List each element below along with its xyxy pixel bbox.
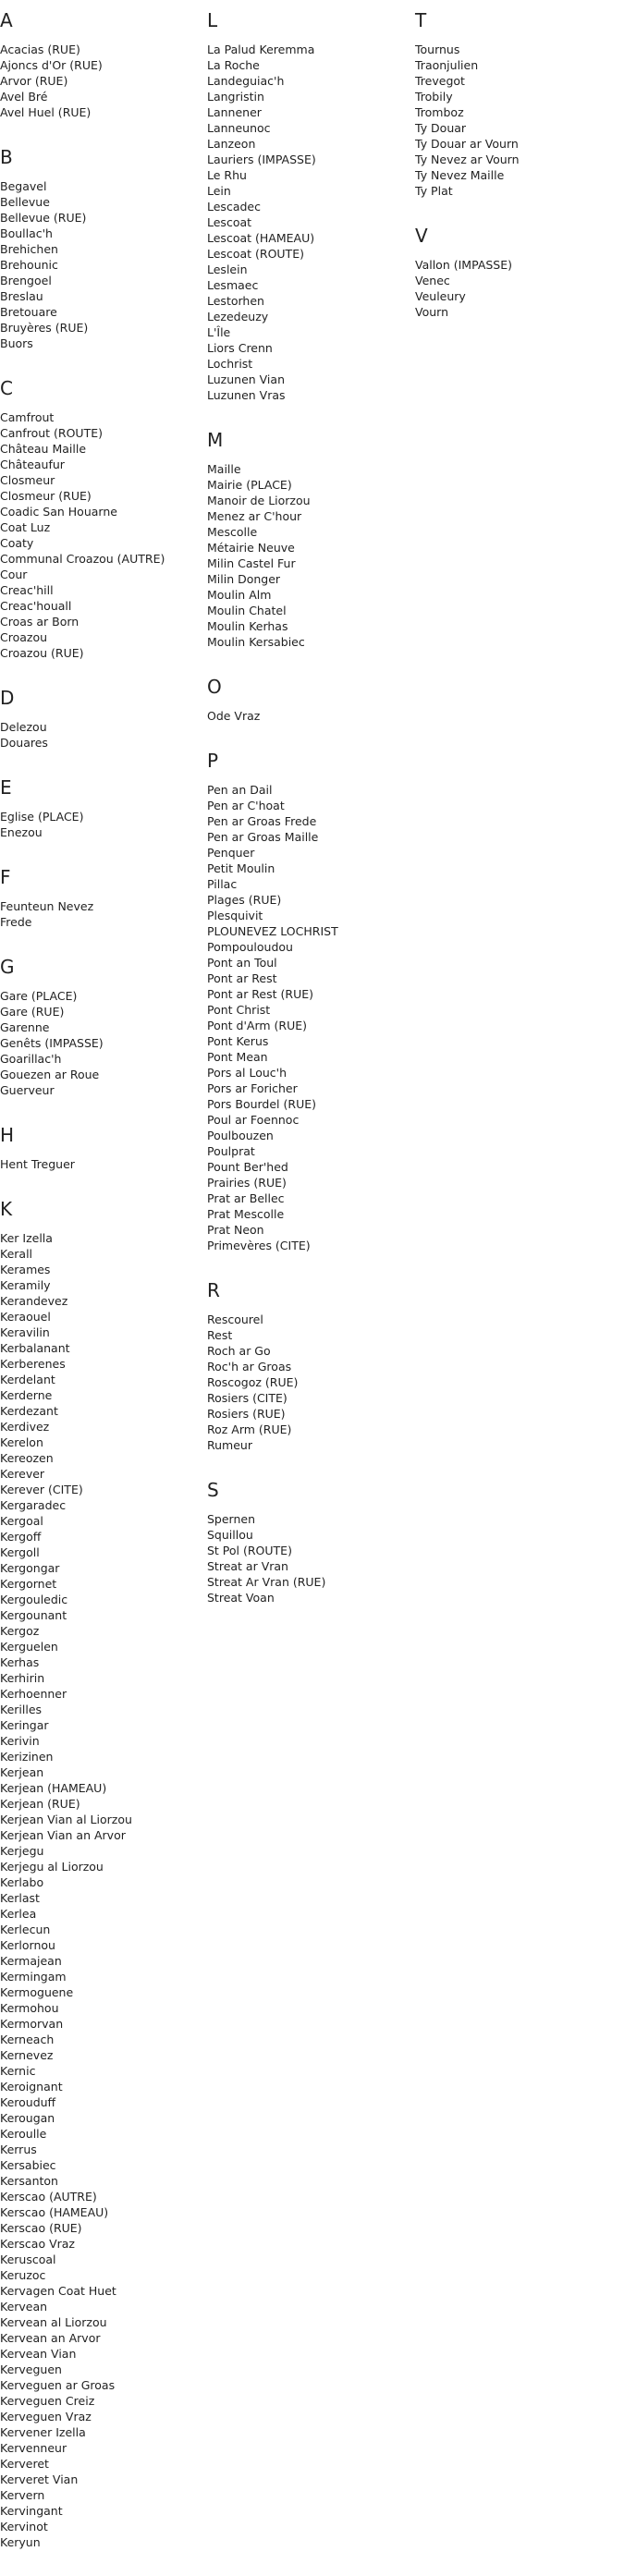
street-link[interactable]: Venec	[415, 274, 450, 287]
street-link[interactable]: Kerjean (RUE)	[0, 1797, 80, 1811]
street-link[interactable]: Creac'houall	[0, 599, 72, 613]
street-link[interactable]: Pont ar Rest (RUE)	[207, 987, 313, 1001]
street-link[interactable]: Begavel	[0, 179, 47, 193]
letter-group	[207, 429, 415, 650]
street-link[interactable]: Kersabiec	[0, 2158, 56, 2172]
street-column-1	[0, 0, 207, 2576]
street-link[interactable]: Streat Voan	[207, 1591, 275, 1605]
letter-group	[207, 676, 415, 724]
street-link[interactable]: Cour	[0, 568, 28, 581]
street-link[interactable]: Poulprat	[207, 1144, 255, 1158]
street-link[interactable]: Kerivin	[0, 1734, 40, 1748]
street-link[interactable]: Keruscoal	[0, 2252, 56, 2266]
letter-heading: E	[0, 776, 12, 799]
street-link[interactable]: Pors al Louc'h	[207, 1066, 288, 1080]
street-link[interactable]: Lescadec	[207, 200, 261, 214]
street-list	[0, 409, 207, 661]
letter-heading: V	[415, 225, 428, 247]
street-link[interactable]: Lein	[207, 184, 231, 198]
letter-heading: K	[0, 1198, 13, 1220]
street-link[interactable]: Lauriers (IMPASSE)	[207, 153, 316, 166]
letter-group	[0, 687, 207, 751]
street-link[interactable]: Kerlabo	[0, 1875, 44, 1889]
street-link[interactable]: Kergoz	[0, 1624, 40, 1638]
street-link[interactable]: Langristin	[207, 90, 264, 104]
street-link[interactable]: Maille	[207, 462, 241, 476]
street-link[interactable]: Mairie (PLACE)	[207, 478, 292, 492]
street-list	[207, 782, 415, 1253]
street-link[interactable]: Kerougan	[0, 2111, 55, 2125]
letter-group	[207, 1279, 415, 1453]
street-link[interactable]: Kermorvan	[0, 2017, 64, 2031]
street-link[interactable]: Kerberenes	[0, 1357, 66, 1371]
street-link[interactable]: Bruyères (RUE)	[0, 321, 89, 335]
street-link[interactable]: Moulin Chatel	[207, 604, 287, 617]
street-link[interactable]: Frede	[0, 915, 32, 929]
street-link[interactable]: Spernen	[207, 1512, 256, 1526]
street-link[interactable]: Goarillac'h	[0, 1052, 62, 1066]
street-link[interactable]: Canfrout (ROUTE)	[0, 426, 103, 440]
street-link[interactable]: Poul ar Foennoc	[207, 1113, 300, 1127]
street-link[interactable]: Camfrout	[0, 410, 55, 424]
street-link[interactable]: Kerdezant	[0, 1404, 58, 1418]
street-link[interactable]: Manoir de Liorzou	[207, 494, 311, 507]
street-link[interactable]: Pen ar C'hoat	[207, 799, 285, 812]
street-list	[415, 257, 624, 320]
street-link[interactable]: Kerhirin	[0, 1671, 45, 1685]
street-link[interactable]: Lescoat	[207, 215, 252, 229]
street-link[interactable]: Kerscao (AUTRE)	[0, 2190, 97, 2204]
street-link[interactable]: Ajoncs d'Or (RUE)	[0, 58, 103, 72]
letter-heading: G	[0, 956, 15, 978]
street-link[interactable]: Kernevez	[0, 2048, 54, 2062]
street-link[interactable]: La Roche	[207, 58, 260, 72]
street-link[interactable]: Kerjegu	[0, 1844, 44, 1858]
letter-group	[207, 9, 415, 403]
street-link[interactable]: Kerilles	[0, 1703, 43, 1716]
street-link[interactable]: Ty Plat	[415, 184, 453, 198]
street-link[interactable]: Avel Huel (RUE)	[0, 105, 92, 119]
street-link[interactable]: Vourn	[415, 305, 448, 319]
street-link[interactable]: Croazou (RUE)	[0, 646, 84, 660]
street-link[interactable]: Squillou	[207, 1528, 253, 1542]
street-link[interactable]: Streat Ar Vran (RUE)	[207, 1575, 326, 1589]
street-link[interactable]: Kerveguen ar Groas	[0, 2378, 116, 2392]
street-link[interactable]: Prat ar Bellec	[207, 1191, 285, 1205]
street-link[interactable]: Lochrist	[207, 357, 253, 371]
street-link[interactable]: Bretouare	[0, 305, 57, 319]
street-link[interactable]: Moulin Alm	[207, 588, 272, 602]
street-link[interactable]: Kerhoenner	[0, 1687, 67, 1701]
street-link[interactable]: Rescourel	[207, 1312, 263, 1326]
street-link[interactable]: Boullac'h	[0, 226, 53, 240]
street-link[interactable]: Keraouel	[0, 1310, 51, 1324]
street-link[interactable]: Kerall	[0, 1247, 33, 1261]
street-link[interactable]: Moulin Kersabiec	[207, 635, 305, 649]
letter-group	[0, 9, 207, 120]
street-link[interactable]: Prat Neon	[207, 1223, 264, 1237]
street-link[interactable]: Trobily	[415, 90, 453, 104]
street-link[interactable]: Kermingam	[0, 1970, 67, 1984]
letter-group	[0, 1124, 207, 1172]
street-link[interactable]: Closmeur	[0, 473, 55, 487]
street-link[interactable]: Kerizinen	[0, 1750, 54, 1764]
street-list	[207, 708, 415, 724]
letter-heading: L	[207, 9, 218, 31]
street-link[interactable]: Luzunen Vras	[207, 388, 286, 402]
street-link[interactable]: Kermohou	[0, 2001, 59, 2015]
street-link[interactable]: Douares	[0, 736, 48, 750]
street-link[interactable]: Gare (PLACE)	[0, 989, 78, 1003]
street-link[interactable]: Kereozen	[0, 1451, 54, 1465]
street-link[interactable]: Primevères (CITE)	[207, 1239, 311, 1252]
street-link[interactable]: Pont an Toul	[207, 956, 277, 970]
street-link[interactable]: Prairies (RUE)	[207, 1176, 287, 1190]
street-link[interactable]: Poulbouzen	[207, 1129, 274, 1142]
street-link[interactable]: Pen an Dail	[207, 783, 273, 797]
letter-heading: S	[207, 1479, 219, 1501]
street-link[interactable]: Rosiers (RUE)	[207, 1407, 286, 1421]
street-link[interactable]: Kervenneur	[0, 2441, 67, 2455]
street-link[interactable]: Plages (RUE)	[207, 893, 282, 907]
street-link[interactable]: Bellevue (RUE)	[0, 211, 87, 225]
street-link[interactable]: PLOUNEVEZ LOCHRIST	[207, 924, 338, 938]
street-link[interactable]: Lestorhen	[207, 294, 264, 308]
street-link[interactable]: Kermoguene	[0, 1985, 74, 1999]
street-list	[0, 988, 207, 1098]
street-link[interactable]: Mescolle	[207, 525, 258, 539]
street-link[interactable]: Acacias (RUE)	[0, 43, 80, 56]
street-link[interactable]: Métairie Neuve	[207, 541, 295, 555]
street-link[interactable]: Kervean al Liorzou	[0, 2315, 107, 2329]
street-link[interactable]: Pont Kerus	[207, 1034, 269, 1048]
street-link[interactable]: Pont Mean	[207, 1050, 268, 1064]
street-link[interactable]: Lezedeuzy	[207, 310, 269, 324]
street-link[interactable]: Le Rhu	[207, 168, 247, 182]
street-link[interactable]: Milin Donger	[207, 572, 281, 586]
street-link[interactable]: Kergaradec	[0, 1498, 67, 1512]
street-link[interactable]: Enezou	[0, 825, 43, 839]
letter-group	[0, 377, 207, 661]
street-list	[0, 898, 207, 930]
letter-group	[415, 9, 624, 199]
street-link[interactable]: Pont ar Rest	[207, 971, 277, 985]
street-link[interactable]: Brehichen	[0, 242, 58, 256]
street-link[interactable]: Kergoff	[0, 1530, 42, 1544]
letter-heading: P	[207, 750, 219, 772]
street-link[interactable]: Kerever (CITE)	[0, 1483, 83, 1496]
street-link[interactable]: Kerlea	[0, 1907, 37, 1921]
street-column-2	[207, 0, 415, 2576]
street-list	[0, 809, 207, 840]
street-list	[0, 42, 207, 120]
letter-heading: A	[0, 9, 13, 31]
street-link[interactable]: Veuleury	[415, 289, 466, 303]
street-link[interactable]: Kerveguen	[0, 2362, 62, 2376]
street-link[interactable]: Lesmaec	[207, 278, 259, 292]
street-link[interactable]: Kernic	[0, 2064, 36, 2078]
street-link[interactable]: Roc'h ar Groas	[207, 1360, 292, 1373]
street-link[interactable]: Menez ar C'hour	[207, 509, 302, 523]
street-link[interactable]: Coaty	[0, 536, 34, 550]
street-link[interactable]: Brengoel	[0, 274, 52, 287]
street-link[interactable]: Ty Douar	[415, 121, 467, 135]
street-column-3	[415, 0, 624, 2576]
street-link[interactable]: Ty Nevez ar Vourn	[415, 153, 520, 166]
street-link[interactable]: Buors	[0, 336, 33, 350]
street-link[interactable]: Kerlecun	[0, 1923, 51, 1936]
letter-heading: T	[415, 9, 427, 31]
street-link[interactable]: Châteaufur	[0, 458, 65, 471]
street-link[interactable]: Roz Arm (RUE)	[207, 1422, 292, 1436]
street-link[interactable]: Kervean Vian	[0, 2347, 77, 2361]
street-link[interactable]: Kerbalanant	[0, 1341, 70, 1355]
street-link[interactable]: Kerveguen Vraz	[0, 2410, 92, 2423]
street-link[interactable]: Prat Mescolle	[207, 1207, 285, 1221]
street-link[interactable]: Petit Moulin	[207, 861, 275, 875]
street-link[interactable]: Kerguelen	[0, 1640, 58, 1654]
street-link[interactable]: Keramily	[0, 1278, 51, 1292]
street-link[interactable]: Liors Crenn	[207, 341, 273, 355]
street-link[interactable]: Kerveret Vian	[0, 2472, 79, 2486]
street-link[interactable]: Ode Vraz	[207, 709, 261, 723]
street-link[interactable]: Keroulle	[0, 2127, 47, 2141]
street-link[interactable]: Kervingant	[0, 2504, 63, 2518]
street-link[interactable]: Pont Christ	[207, 1003, 271, 1017]
street-link[interactable]: Kerlornou	[0, 1938, 55, 1952]
street-link[interactable]: Moulin Kerhas	[207, 619, 288, 633]
street-link[interactable]: Château Maille	[0, 442, 87, 456]
street-link[interactable]: Gouezen ar Roue	[0, 1068, 100, 1081]
street-link[interactable]: Lescoat (ROUTE)	[207, 247, 304, 261]
street-link[interactable]: Penquer	[207, 846, 255, 860]
street-link[interactable]: Kergounant	[0, 1608, 67, 1622]
letter-group	[0, 866, 207, 930]
street-link[interactable]: Pont d'Arm (RUE)	[207, 1019, 308, 1032]
street-link[interactable]: Pors ar Foricher	[207, 1081, 298, 1095]
street-link[interactable]: Landeguiac'h	[207, 74, 285, 88]
street-link[interactable]: Kerouduff	[0, 2095, 56, 2109]
street-link[interactable]: Kerames	[0, 1263, 51, 1276]
street-link[interactable]: Pen ar Groas Maille	[207, 830, 319, 844]
street-link[interactable]: Keroignant	[0, 2080, 63, 2094]
street-link[interactable]: Pors Bourdel (RUE)	[207, 1097, 316, 1111]
street-list	[207, 1511, 415, 1605]
letter-group	[0, 146, 207, 351]
street-link[interactable]: Kergornet	[0, 1577, 57, 1591]
street-link[interactable]: Kerveret	[0, 2457, 49, 2471]
street-link[interactable]: Eglise (PLACE)	[0, 810, 84, 824]
street-link[interactable]: Kermajean	[0, 1954, 62, 1968]
street-link[interactable]: Kerandevez	[0, 1294, 68, 1308]
street-link[interactable]: Kerelon	[0, 1435, 43, 1449]
street-link[interactable]: Bellevue	[0, 195, 50, 209]
street-link[interactable]: Kervener Izella	[0, 2425, 86, 2439]
letter-heading: C	[0, 377, 13, 399]
street-link[interactable]: Ty Nevez Maille	[415, 168, 505, 182]
street-link[interactable]: Milin Castel Fur	[207, 556, 296, 570]
street-link[interactable]: Keruzoc	[0, 2268, 46, 2282]
letter-group	[207, 750, 415, 1253]
street-list	[207, 42, 415, 403]
street-link[interactable]: Kerscao (HAMEAU)	[0, 2205, 109, 2219]
street-list	[0, 719, 207, 751]
street-link[interactable]: Kerjean Vian al Liorzou	[0, 1813, 132, 1826]
street-list	[415, 42, 624, 199]
street-link[interactable]: Kerdelant	[0, 1373, 55, 1386]
street-list	[207, 1312, 415, 1453]
street-link[interactable]: Kerneach	[0, 2033, 55, 2046]
street-link[interactable]: Rumeur	[207, 1438, 252, 1452]
street-link[interactable]: Tournus	[415, 43, 460, 56]
letter-heading: R	[207, 1279, 220, 1301]
street-link[interactable]: Luzunen Vian	[207, 372, 285, 386]
street-link[interactable]: Lanneunoc	[207, 121, 271, 135]
letter-heading: O	[207, 676, 222, 698]
street-link[interactable]: Ty Douar ar Vourn	[415, 137, 519, 151]
street-link[interactable]: Guerveur	[0, 1083, 55, 1097]
street-link[interactable]: Kerscao Vraz	[0, 2237, 75, 2251]
letter-group	[0, 776, 207, 840]
street-link[interactable]: Tromboz	[415, 105, 464, 119]
street-link[interactable]: Roch ar Go	[207, 1344, 271, 1358]
street-link[interactable]: Avel Bré	[0, 90, 48, 104]
street-link[interactable]: St Pol (ROUTE)	[207, 1544, 292, 1557]
street-link[interactable]: Traonjulien	[415, 58, 479, 72]
street-link[interactable]: Kervean	[0, 2300, 48, 2314]
street-link[interactable]: Hent Treguer	[0, 1157, 75, 1171]
street-link[interactable]: Roscogoz (RUE)	[207, 1375, 299, 1389]
street-link[interactable]: Trevegot	[415, 74, 465, 88]
street-link[interactable]: Kerever	[0, 1467, 45, 1481]
street-link[interactable]: Leslein	[207, 262, 248, 276]
street-list	[0, 1230, 207, 2550]
street-link[interactable]: Kervern	[0, 2488, 45, 2502]
street-list	[0, 1156, 207, 1172]
street-link[interactable]: Kerlast	[0, 1891, 40, 1905]
letter-group	[207, 1479, 415, 1605]
street-link[interactable]: Lescoat (HAMEAU)	[207, 231, 315, 245]
letter-heading: H	[0, 1124, 15, 1146]
street-link[interactable]: Kervinot	[0, 2520, 48, 2533]
street-link[interactable]: Arvor (RUE)	[0, 74, 68, 88]
street-link[interactable]: Kerjean Vian an Arvor	[0, 1828, 126, 1842]
letter-heading: M	[207, 429, 224, 451]
street-link[interactable]: Kergouledic	[0, 1593, 68, 1606]
street-link[interactable]: Pillac	[207, 877, 238, 891]
street-link[interactable]: Kerderne	[0, 1388, 53, 1402]
street-link[interactable]: Feunteun Nevez	[0, 899, 94, 913]
street-link[interactable]: L'Île	[207, 325, 231, 339]
street-link[interactable]: Creac'hill	[0, 583, 54, 597]
street-link[interactable]: Croazou	[0, 630, 48, 644]
street-link[interactable]: Garenne	[0, 1020, 50, 1034]
street-link[interactable]: Kervean an Arvor	[0, 2331, 101, 2345]
street-link[interactable]: Keringar	[0, 1718, 49, 1732]
street-link[interactable]: Kerscao (RUE)	[0, 2221, 82, 2235]
street-link[interactable]: Lanzeon	[207, 137, 256, 151]
street-link[interactable]: Kerveguen Creiz	[0, 2394, 95, 2408]
street-link[interactable]: Coat Luz	[0, 520, 51, 534]
street-link[interactable]: Coadic San Houarne	[0, 505, 117, 519]
street-link[interactable]: Kergongar	[0, 1561, 60, 1575]
street-link[interactable]: Communal Croazou (AUTRE)	[0, 552, 165, 566]
letter-heading: B	[0, 146, 13, 168]
street-link[interactable]: Genêts (IMPASSE)	[0, 1036, 104, 1050]
street-link[interactable]: Delezou	[0, 720, 47, 734]
street-link[interactable]: Keryun	[0, 2535, 41, 2549]
letter-heading: F	[0, 866, 11, 888]
street-link[interactable]: La Palud Keremma	[207, 43, 315, 56]
street-list	[0, 178, 207, 351]
street-link[interactable]: Keravilin	[0, 1325, 50, 1339]
street-link[interactable]: Closmeur (RUE)	[0, 489, 92, 503]
street-link[interactable]: Streat ar Vran	[207, 1559, 288, 1573]
street-link[interactable]: Kerdivez	[0, 1420, 50, 1434]
street-link[interactable]: Ker Izella	[0, 1231, 53, 1245]
street-link[interactable]: Breslau	[0, 289, 43, 303]
street-link[interactable]: Plesquivit	[207, 909, 263, 922]
street-link[interactable]: Kerrus	[0, 2143, 37, 2156]
letter-group	[0, 1198, 207, 2550]
street-link[interactable]: Kerjean (HAMEAU)	[0, 1781, 107, 1795]
street-link[interactable]: Rest	[207, 1328, 233, 1342]
street-link[interactable]: Lannener	[207, 105, 262, 119]
street-link[interactable]: Vallon (IMPASSE)	[415, 258, 513, 272]
street-link[interactable]: Croas ar Born	[0, 615, 80, 629]
street-link[interactable]: Kerjegu al Liorzou	[0, 1860, 104, 1874]
letter-heading: D	[0, 687, 15, 709]
street-list	[207, 461, 415, 650]
street-link[interactable]: Kervagen Coat Huet	[0, 2284, 116, 2298]
street-link[interactable]: Kerhas	[0, 1655, 40, 1669]
street-link[interactable]: Gare (RUE)	[0, 1005, 65, 1019]
street-link[interactable]: Kerjean	[0, 1765, 44, 1779]
street-link[interactable]: Pount Ber'hed	[207, 1160, 288, 1174]
street-link[interactable]: Brehounic	[0, 258, 58, 272]
street-link[interactable]: Kergoll	[0, 1545, 40, 1559]
letter-group	[0, 956, 207, 1098]
street-link[interactable]: Kergoal	[0, 1514, 43, 1528]
street-link[interactable]: Rosiers (CITE)	[207, 1391, 288, 1405]
street-link[interactable]: Pen ar Groas Frede	[207, 814, 317, 828]
letter-group	[415, 225, 624, 320]
street-link[interactable]: Pompouloudou	[207, 940, 293, 954]
street-link[interactable]: Kersanton	[0, 2174, 58, 2188]
